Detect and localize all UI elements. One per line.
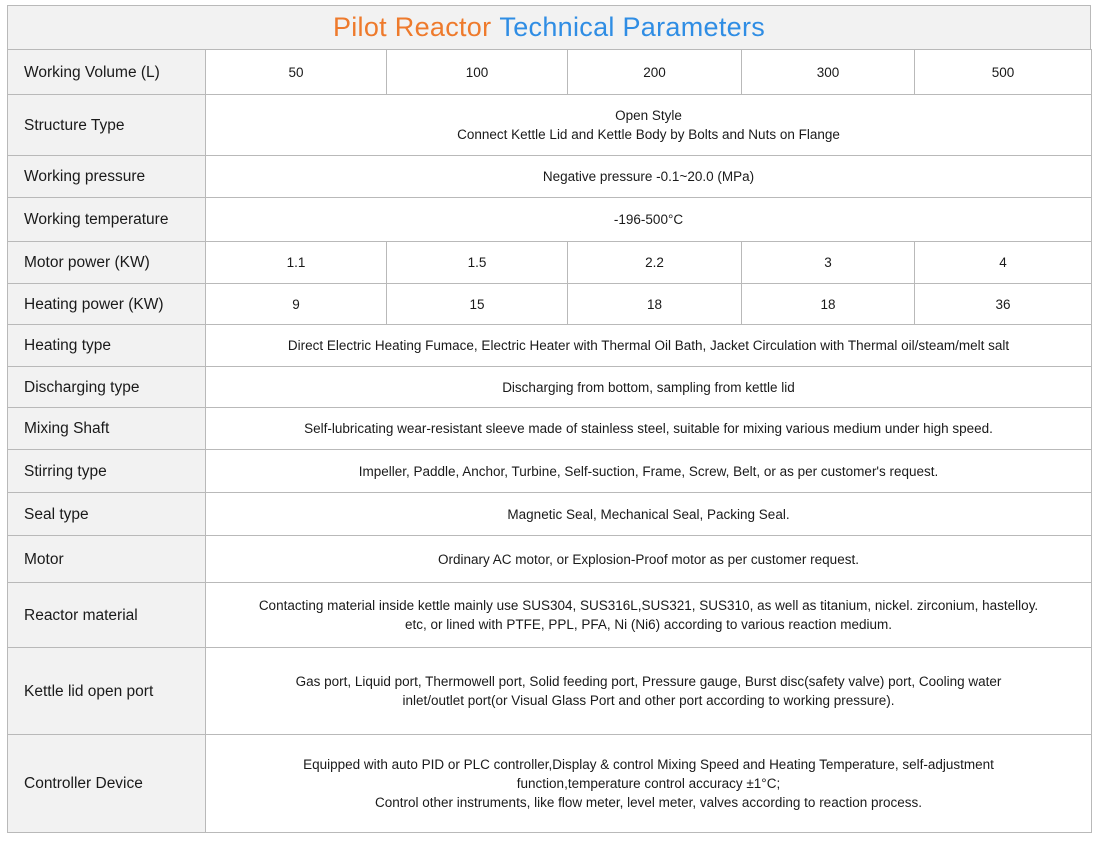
table-row — [8, 536, 1092, 583]
table-row — [8, 50, 1092, 95]
parameters-table — [7, 49, 1092, 833]
motor-power-cell: 1.1 — [206, 242, 387, 284]
structure-cell — [206, 95, 1092, 156]
motor-power-cell: 3 — [742, 242, 915, 284]
table-row — [8, 198, 1092, 242]
table-row — [8, 367, 1092, 408]
volume-cell: 50 — [206, 50, 387, 95]
heating-power-cell: 18 — [568, 284, 742, 325]
motor-cell: Ordinary AC motor, or Explosion-Proof motor as per customer request. — [206, 536, 1092, 583]
heating-power-cell: 18 — [742, 284, 915, 325]
mixing-shaft-cell: Self-lubricating wear-resistant sleeve made of stainless steel, suitable for mixing various medium under high speed. — [206, 408, 1092, 450]
controller-line: function,temperature control accuracy ±1°C; — [516, 776, 781, 791]
material-line: Contacting material inside kettle mainly use SUS304, SUS316L,SUS321, SUS310, as well as titanium, nickel. zirconium, hastelloy. — [258, 598, 1039, 613]
row-label: Working Volume (L) — [8, 50, 206, 95]
row-label: Heating power (KW) — [8, 284, 206, 325]
temperature-cell: -196-500°C — [206, 198, 1092, 242]
controller-cell — [206, 735, 1092, 833]
table-row — [8, 408, 1092, 450]
material-cell — [206, 583, 1092, 648]
stirring-cell: Impeller, Paddle, Anchor, Turbine, Self-suction, Frame, Screw, Belt, or as per customer's request. — [206, 450, 1092, 493]
volume-cell: 100 — [387, 50, 568, 95]
table-row — [8, 648, 1092, 735]
table-row — [8, 735, 1092, 833]
discharging-cell: Discharging from bottom, sampling from kettle lid — [206, 367, 1092, 408]
heating-power-cell: 15 — [387, 284, 568, 325]
controller-line: Control other instruments, like flow meter, level meter, valves according to reaction process. — [375, 795, 922, 810]
row-label: Reactor material — [8, 583, 206, 648]
table-row — [8, 242, 1092, 284]
table-row — [8, 450, 1092, 493]
row-label: Motor power (KW) — [8, 242, 206, 284]
volume-cell: 200 — [568, 50, 742, 95]
row-label: Seal type — [8, 493, 206, 536]
row-label: Mixing Shaft — [8, 408, 206, 450]
page-title — [7, 5, 1091, 49]
structure-line: Open Style — [615, 108, 682, 123]
lid-port-cell — [206, 648, 1092, 735]
heating-power-cell: 9 — [206, 284, 387, 325]
seal-cell: Magnetic Seal, Mechanical Seal, Packing Seal. — [206, 493, 1092, 536]
title-word-orange: Pilot Reactor — [332, 12, 492, 42]
heating-power-cell: 36 — [915, 284, 1092, 325]
table-row — [8, 95, 1092, 156]
table-row — [8, 493, 1092, 536]
volume-cell: 500 — [915, 50, 1092, 95]
row-label: Heating type — [8, 325, 206, 367]
material-line: etc, or lined with PTFE, PPL, PFA, Ni (Ni6) according to various reaction medium. — [405, 617, 892, 632]
volume-cell: 300 — [742, 50, 915, 95]
motor-power-cell: 2.2 — [568, 242, 742, 284]
lid-port-line: inlet/outlet port(or Visual Glass Port and other port according to working pressure). — [402, 693, 895, 708]
table-row — [8, 156, 1092, 198]
parameters-sheet — [7, 5, 1091, 833]
row-label: Controller Device — [8, 735, 206, 833]
title-word-blue: Technical Parameters — [499, 12, 766, 42]
table-row — [8, 583, 1092, 648]
lid-port-line: Gas port, Liquid port, Thermowell port, Solid feeding port, Pressure gauge, Burst disc(safety valve) port, Cooling water — [295, 674, 1002, 689]
row-label: Structure Type — [8, 95, 206, 156]
motor-power-cell: 4 — [915, 242, 1092, 284]
table-row — [8, 325, 1092, 367]
motor-power-cell: 1.5 — [387, 242, 568, 284]
row-label: Motor — [8, 536, 206, 583]
heating-type-cell: Direct Electric Heating Fumace, Electric Heater with Thermal Oil Bath, Jacket Circulation with Thermal oil/steam/melt salt — [206, 325, 1092, 367]
structure-line: Connect Kettle Lid and Kettle Body by Bolts and Nuts on Flange — [457, 127, 840, 142]
row-label: Working pressure — [8, 156, 206, 198]
row-label: Stirring type — [8, 450, 206, 493]
row-label: Working temperature — [8, 198, 206, 242]
controller-line: Equipped with auto PID or PLC controller,Display & control Mixing Speed and Heating Temperature, self-adjustment — [303, 757, 994, 772]
table-row — [8, 284, 1092, 325]
row-label: Kettle lid open port — [8, 648, 206, 735]
pressure-cell: Negative pressure -0.1~20.0 (MPa) — [206, 156, 1092, 198]
row-label: Discharging type — [8, 367, 206, 408]
